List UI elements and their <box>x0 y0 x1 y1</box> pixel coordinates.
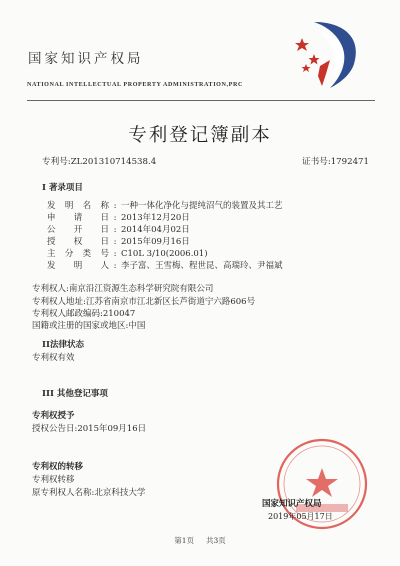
transfer-subheading: 专利权的转移 <box>32 462 84 472</box>
patent-number-label: 专利号: <box>42 157 71 167</box>
section-heading-bibliographic: I 著录项目 <box>42 183 83 193</box>
certificate-number-value: 1792471 <box>330 157 369 167</box>
field-row-classification: 主分类号 : C10L 3/10(2006.01) <box>47 249 208 259</box>
document-title: 专利登记簿副本 <box>128 125 272 146</box>
former-patentee: 原专利权人名称:北京科技大学 <box>32 488 146 498</box>
header-divider <box>27 100 375 101</box>
org-name-en: NATIONAL INTELLECTUAL PROPERTY ADMINISTRATION,PRC <box>27 82 243 88</box>
patentee-name: 专利权人:南京沿江资源生态科学研究院有限公司 <box>32 284 214 294</box>
certificate-number-label: 证书号: <box>302 157 331 167</box>
org-name-cn: 国家知识产权局 <box>28 51 144 67</box>
section-heading-legal-status: II法律状态 <box>42 340 84 350</box>
field-row-grant-date: 授权日 : 2015年09月16日 <box>47 237 190 247</box>
field-row-title: 发明名称 : 一种一体化净化与提纯沼气的装置及其工艺 <box>47 201 283 211</box>
transfer-line: 专利权转移 <box>32 475 75 485</box>
field-value: 李子富、王雪梅、程世昆、高瑞玲、尹福斌 <box>121 261 283 271</box>
page-total: 共3页 <box>206 536 226 545</box>
certificate-number <box>302 155 369 167</box>
section-heading-other-items: III 其他登记事项 <box>42 389 108 399</box>
field-row-publication-date: 公开日 : 2014年04月02日 <box>47 225 190 235</box>
cnipa-logo-icon <box>292 16 372 94</box>
field-row-application-date: 申请日 : 2013年12月20日 <box>47 213 190 223</box>
patent-number-value: ZL201310714538.4 <box>70 157 157 167</box>
patentee-address: 专利权人地址:江苏省南京市江北新区长芦街道宁六路606号 <box>32 297 256 307</box>
patentee-postal-code: 专利权人邮政编码:210047 <box>32 309 136 319</box>
field-label: 公开日 <box>47 225 109 235</box>
field-label: 发明人 <box>47 261 109 271</box>
field-label: 主分类号 <box>47 249 109 259</box>
field-value: 一种一体化净化与提纯沼气的装置及其工艺 <box>121 201 283 211</box>
legal-status-value: 专利权有效 <box>32 353 75 363</box>
field-label: 发明名称 <box>47 201 109 211</box>
patent-number <box>42 155 156 167</box>
field-value: 2013年12月20日 <box>121 213 190 223</box>
field-value: 2015年09月16日 <box>121 237 190 247</box>
seal-issuer: 国家知识产权局 <box>262 499 322 509</box>
seal-date: 2019年05月17日 <box>268 512 333 521</box>
page-number: 第1页 <box>174 536 194 545</box>
patentee-country: 国籍或注册的国家或地区:中国 <box>32 321 146 331</box>
grant-announcement-date: 授权公告日:2015年09月16日 <box>32 424 147 434</box>
grant-subheading: 专利权授予 <box>32 411 75 421</box>
field-value: 2014年04月02日 <box>121 225 190 235</box>
field-label: 申请日 <box>47 213 109 223</box>
field-label: 授权日 <box>47 237 109 247</box>
field-row-inventors: 发明人 : 李子富、王雪梅、程世昆、高瑞玲、尹福斌 <box>47 261 283 271</box>
page-footer <box>0 535 400 546</box>
field-value: C10L 3/10(2006.01) <box>121 249 208 259</box>
